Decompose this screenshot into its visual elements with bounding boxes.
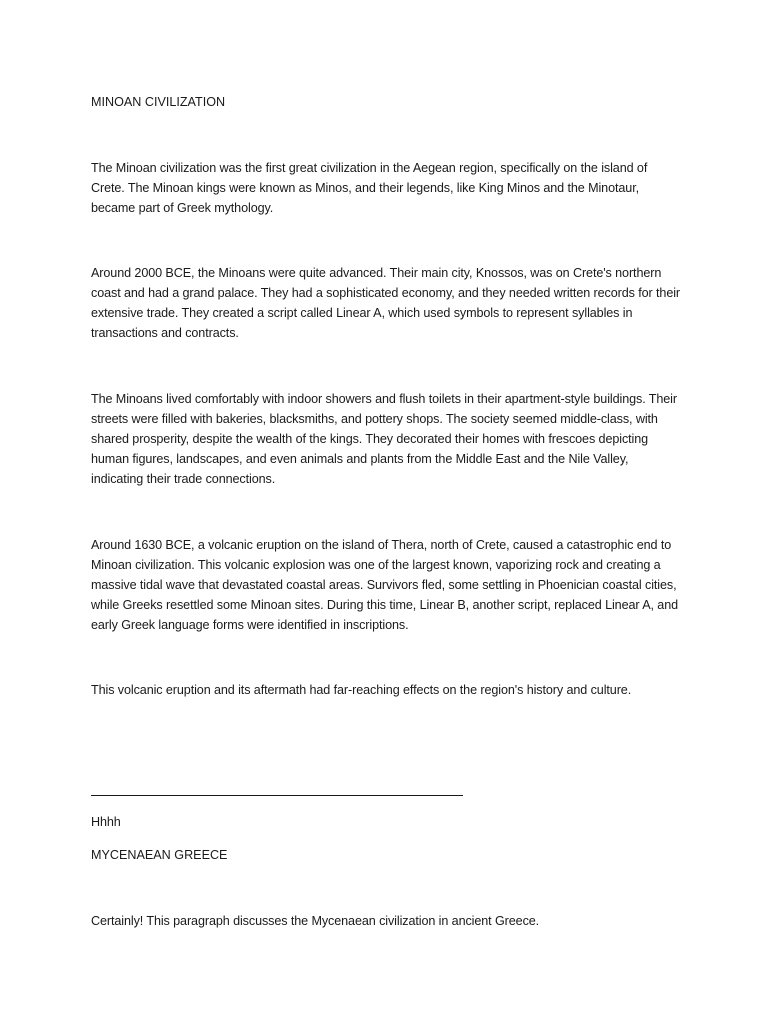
paragraph-aftermath: This volcanic eruption and its aftermath had far-reaching effects on the region's history and culture. xyxy=(91,683,632,697)
paragraph-thera-eruption: Around 1630 BCE, a volcanic eruption on the island of Thera, north of Crete, caused a catastrophic end to Minoan civilization. This volcanic explosion was one of the largest known, vaporizing rock and creating a massive tidal wave that devastated coastal areas. Survivors fled, some settling in Phoenician coastal cities, while Greeks resettled some Minoan sites. During this time, Linear B, another script, replaced Linear A, and early Greek language forms were identified in inscriptions. xyxy=(91,538,678,632)
horizontal-rule xyxy=(91,795,463,796)
paragraph-minoan-intro: The Minoan civilization was the first great civilization in the Aegean region, specifically on the island of Crete. The Minoan kings were known as Minos, and their legends, like King Minos and the Minotaur, became part of Greek mythology. xyxy=(91,161,648,215)
heading-mycenaean-greece: MYCENAEAN GREECE xyxy=(91,848,228,862)
paragraph-knossos: Around 2000 BCE, the Minoans were quite advanced. Their main city, Knossos, was on Crete's northern coast and had a grand palace. They had a sophisticated economy, and they needed written records for their extensive trade. They created a script called Linear A, which used symbols to represent syllables in transactions and contracts. xyxy=(91,266,681,340)
note-text: Hhhh xyxy=(91,815,121,829)
paragraph-minoan-life: The Minoans lived comfortably with indoor showers and flush toilets in their apartment-style buildings. Their streets were filled with bakeries, blacksmiths, and pottery shops. The society seemed middle-class, with shared prosperity, despite the wealth of the kings. They decorated their homes with frescoes depicting human figures, landscapes, and even animals and plants from the Middle East and the Nile Valley, indicating their trade connections. xyxy=(91,392,677,486)
heading-minoan-civilization: MINOAN CIVILIZATION xyxy=(91,95,226,109)
paragraph-mycenaean-intro: Certainly! This paragraph discusses the Mycenaean civilization in ancient Greece. xyxy=(91,914,540,928)
